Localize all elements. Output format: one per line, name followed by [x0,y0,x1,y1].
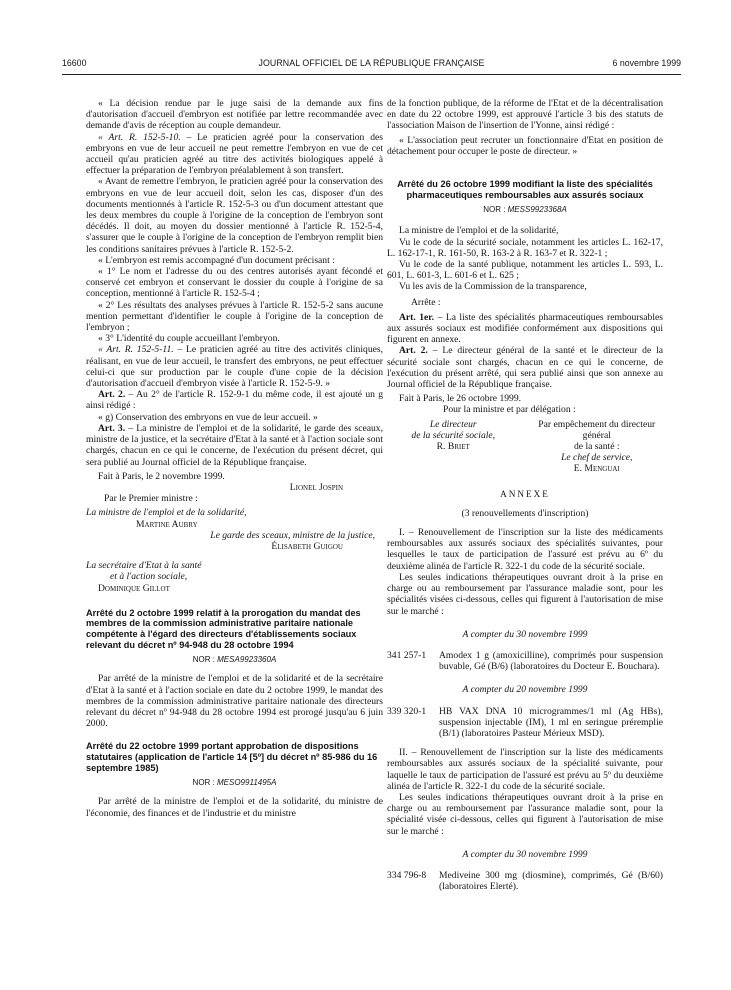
paragraph: Par arrêté de la ministre de l'emploi et de la solidarité et de la secrétaire d'Etat à la santé et à l'action sociale en date du 2 octobre 1999, le mandat des membres de la commission administrative paritaire nationale des directeurs relevant du décret nº 94-948 du 28 octobre 1994 est prorogé jusqu'au 6 juin 2000. [86,673,383,730]
effective-date: A compter du 20 novembre 1999 [462,684,588,696]
secretary-title-2: et à l'action sociale, [110,571,188,583]
article-paragraph: « Art. R. 152-5-10. – Le praticien agréé pour la conservation des embryons en vue de leur accueil ne peut remettre l'embryon en vue de cet accueil qu'au praticien agréé au titre des activités biologiques appelé à effectuer la préparation de l'embryon préalablement à son transfert. [86,131,383,177]
signature-block: Le directeur de la sécurité sociale, R. Briet Par empêchement du directeur général de la santé : Le chef de service, E. Menguai [411,418,656,475]
done-at: Fait à Paris, le 2 novembre 1999. [98,470,225,482]
garde-title: Le garde des sceaux, ministre de la justice, [210,529,375,541]
paragraph: Vu le code de la santé publique, notamment les articles L. 593, L. 601, L. 601-3, L. 601-6 et L. 625 ; [387,259,663,282]
effective-date: A compter du 30 novembre 1999 [462,628,588,640]
decree-title: Arrêté du 26 octobre 1999 modifiant la liste des spécialités pharmaceutiques remboursables aux assurés sociaux [397,179,653,200]
delegation: Pour la ministre et par délégation : [443,404,576,416]
medicine-text: Mediveine 300 mg (diosmine), comprimés, Gé (B/60) (laboratoires Elerté). [439,869,663,893]
article-ref: « Art. R. 152-5-11. [98,344,174,356]
article-ref: Art. 2. [399,345,428,357]
garde-name: Élisabeth Guigou [271,540,343,552]
paragraph: Par arrêté de la ministre de l'emploi et de la solidarité, du ministre de l'économie, des finances et de l'industrie et du ministre [86,796,383,819]
medicine-entry [387,706,663,740]
annex-subtitle: (3 renouvellements d'inscription) [461,507,589,519]
effective-date: A compter du 30 novembre 1999 [462,848,588,860]
page-header [62,58,681,72]
minister-title: La ministre de l'emploi et de la solidarité, [86,507,247,519]
paragraph: Vu le code de la sécurité sociale, notamment les articles L. 162-17, L. 162-17-1, R. 161-50, R. 163-2 à R. 163-7 et R. 322-1 ; [387,236,663,259]
medicine-code: 341 257-1 [387,649,427,661]
paragraph: « 2° Les résultats des analyses prévues à l'article R. 152-5-2 sans aucune mention permettant d'identifier le couple à l'origine de la conception de l'embryon ; [86,299,383,334]
paragraph: « g) Conservation des embryons en vue de leur accueil. » [98,411,318,423]
article-ref: « Art. R. 152-5-10. [98,131,181,143]
nor-reference: NOR : MESA9923360A [192,655,277,665]
paragraph: Les seules indications thérapeutiques ouvrant droit à la prise en charge ou au remboursement par l'assurance maladie sont, pour la spécialité visée ci-dessous, celles qui figurent à l'autorisation de mise sur le marché : [387,791,663,837]
article-paragraph: Art. 1er. – La liste des spécialités pharmaceutiques remboursables aux assurés sociaux est modifiée conformément aux dispositions qui figurent en annexe. [387,311,663,346]
paragraph: « 1° Le nom et l'adresse du ou des centres autorisés ayant fécondé et conservé cet embryon et conservant le dossier du couple à l'origine de sa conception, mentionné à l'article R. 152-5-4 ; [86,266,383,300]
paragraph: « L'embryon est remis accompagné d'un document précisant : [98,254,335,266]
journal-title: JOURNAL OFFICIEL DE LA RÉPUBLIQUE FRANÇAISE [258,58,485,68]
decree-title: Arrêté du 2 octobre 1999 relatif à la prorogation du mandat des membres de la commission administrative paritaire nationale compétente à l'égard des directeurs d'établissements sociaux relevant du décret nº 94-948 du 28 octobre 1994 [86,607,361,650]
article-ref: Art. 2. [98,389,126,401]
paragraph: de la fonction publique, de la réforme de l'Etat et de la décentralisation en date du 22 octobre 1999, est approuvé l'article 3 bis des statuts de l'association Maison de l'insertion de l'Yonne, ainsi rédigé : [387,98,663,132]
paragraph: Vu les avis de la Commission de la transparence, [399,281,587,293]
article-ref: Art. 3. [98,422,126,434]
medicine-entry [387,650,663,672]
medicine-entry [387,870,663,892]
paragraph: Les seules indications thérapeutiques ouvrant droit à la prise en charge ou au remboursement par l'assurance maladie sont, pour les spécialités visées ci-dessous, celles qui figurent à l'autorisation de mise sur le marché : [387,571,663,617]
issue-date: 6 novembre 1999 [612,58,681,68]
secretary-title: La secrétaire d'Etat à la santé [86,560,202,572]
article-paragraph: Art. 2. – Au 2° de l'article R. 152-9-1 du même code, il est ajouté un g ainsi rédigé : [86,389,384,412]
paragraph: « L'association peut recruter un fonctionnaire d'Etat en position de détachement pour occuper le poste de directeur. » [387,134,663,157]
minister-name: Martine Aubry [136,518,198,530]
paragraph: « La décision rendue par le juge saisi de la demande aux fins d'autorisation d'accueil d'embryon est notifiée par lettre recommandée avec demande d'avis de réception au couple demandeur. [86,98,383,132]
article-paragraph: Art. 2. – Le directeur général de la santé et le directeur de la sécurité sociale sont chargés, chacun en ce qui le concerne, de l'exécution du présent arrêté, qui sera publié ainsi que son annexe au Journal officiel de la République française. [387,345,664,391]
paragraph: I. – Renouvellement de l'inscription sur la liste des médicaments remboursables aux assurés sociaux des spécialités suivantes, pour lesquelles le taux de participation de l'assuré est prévu au 6º du deuxième alinéa de l'article R. 322-1 du code de la sécurité sociale. [387,527,663,572]
decree-title: Arrêté du 22 octobre 1999 portant approbation de dispositions statutaires (application de l'article 14 [5º] du décret nº 85-986 du 16 septembre 1985) [86,741,378,773]
paragraph: Arrête : [411,296,441,308]
signatory-pm: Lionel Jospin [289,481,343,493]
right-column [387,98,663,892]
secretary-name: Dominique Gillot [98,582,170,594]
article-paragraph: Art. 3. – La ministre de l'emploi et de la solidarité, le garde des sceaux, ministre de la justice, et la secrétaire d'Etat à la santé et à l'action sociale sont chargés, chacun en ce qui le concerne, de l'exécution du présent décret, qui sera publié au Journal officiel de la République française. [86,422,383,468]
header-rule [62,74,681,75]
medicine-text: Amodex 1 g (amoxicilline), comprimés pour suspension buvable, Gé (B/6) (laboratoires du Docteur E. Bouchara). [439,649,663,673]
nor-reference: NOR : MESO9911495A [192,778,277,788]
article-ref: Art. 1er. [399,311,435,323]
annex-title: ANNEXE [500,488,550,499]
done-at: Fait à Paris, le 26 octobre 1999. [399,393,522,405]
medicine-code: 339 320-1 [387,705,427,717]
paragraph: La ministre de l'emploi et de la solidarité, [399,225,559,237]
nor-reference: NOR : MESS9923368A [483,205,567,215]
left-column [86,98,383,819]
signatory-label: Par le Premier ministre : [104,493,198,505]
medicine-text: HB VAX DNA 10 microgrammes/1 ml (Ag HBs), suspension injectable (IM), 1 ml en seringue préremplie (B/1) (laboratoires Pasteur Mérieux MSD). [439,705,663,739]
paragraph: II. – Renouvellement de l'inscription sur la liste des médicaments remboursables aux assurés sociaux de la spécialité suivante, pour laquelle le taux de participation de l'assuré est prévu au 5º du deuxième alinéa de l'article R. 322-1 du code de la sécurité sociale. [387,747,663,792]
paragraph: « 3° L'identité du couple accueillant l'embryon. [98,333,280,345]
article-paragraph: « Art. R. 152-5-11. – Le praticien agréé au titre des activités cliniques, réalisant, en vue de leur accueil, le transfert des embryons, ne peut effectuer celui-ci que sur production par le couple d'une copie de la décision d'autorisation d'accueil d'embryon visée à l'article R. 152-5-9. » [86,344,384,390]
page-number: 16600 [62,58,87,68]
medicine-code: 334 796-8 [387,869,427,881]
paragraph: « Avant de remettre l'embryon, le praticien agréé pour la conservation des embryons en vue de leur accueil doit, selon les cas, disposer d'un des documents mentionnés à l'article R. 152-5-3 ou d'un document attestant que les deux membres du couple à l'origine de la conception de l'embryon sont décédés. Il doit, au moyen du dossier mentionné à l'article R. 152-5-4, s'assurer que le couple à l'origine de la conception de l'embryon remplit bien les conditions sanitaires prévues à l'article R. 152-5-2. [86,176,383,255]
